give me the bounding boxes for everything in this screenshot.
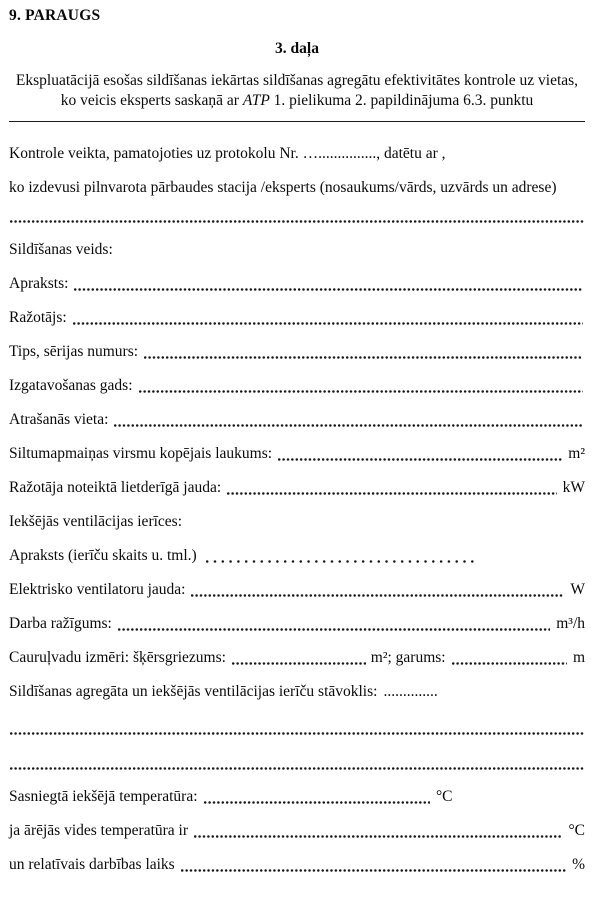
field-label: un relatīvais darbības laiks — [9, 856, 175, 873]
field-relative-time — [9, 855, 585, 875]
unit-celsius: °C — [568, 822, 585, 839]
subtitle-italic-atp: ATP — [242, 92, 270, 109]
field-label: Ražotājs: — [9, 309, 67, 326]
field-label: Elektrisko ventilatoru jauda: — [9, 581, 186, 598]
field-condition — [9, 682, 585, 702]
dotted-leader — [108, 410, 585, 430]
field-outdoor-temp — [9, 821, 585, 841]
field-rated-power — [9, 478, 585, 498]
dotted-leader — [138, 342, 585, 362]
field-label: ja ārējās vides temperatūra ir — [9, 822, 189, 839]
dotted-leader — [68, 274, 585, 294]
dotted-leader — [221, 478, 558, 498]
field-label: Sildīšanas agregāta un iekšējās ventilācijas ierīču stāvoklis: — [9, 683, 378, 700]
fill-in-line — [9, 718, 585, 738]
subtitle-pre: Ekspluatācijā esošas sildīšanas iekārtas sildīšanas agregātu efektivitātes kontrole uz vietas, ko veicis eksperts saskaņā ar — [15, 72, 579, 109]
field-ducts — [9, 648, 585, 668]
field-surface-area — [9, 444, 585, 464]
part-title: 3. daļa — [275, 40, 319, 57]
field-manufacturer — [9, 308, 585, 328]
intro-line-1: Kontrole veikta, pamatojoties uz protokolu Nr. …..............., datētu ar , — [9, 145, 446, 162]
field-label: Apraksts: — [9, 275, 69, 292]
field-label: Iekšējās ventilācijas ierīces: — [9, 513, 183, 530]
field-internal-ventilation — [9, 512, 585, 532]
dotted-leader — [198, 787, 432, 807]
dotted-leader — [133, 376, 585, 396]
field-vent-description — [9, 546, 476, 566]
short-dots: .............. — [383, 683, 438, 700]
field-heating-type — [9, 240, 585, 260]
field-label: Darba ražīgums: — [9, 615, 112, 632]
dotted-leader — [112, 614, 552, 634]
unit-kw: kW — [562, 479, 585, 496]
fill-in-line — [9, 753, 585, 773]
dotted-leader — [185, 580, 566, 600]
field-fan-power — [9, 580, 585, 600]
field-year — [9, 376, 585, 396]
field-label: Atrašanās vieta: — [9, 411, 109, 428]
field-description — [9, 274, 585, 294]
subtitle — [9, 71, 585, 111]
field-label: Cauruļvadu izmēri: šķērsgriezums: — [9, 649, 226, 666]
dotted-leader — [67, 308, 585, 328]
unit-m: m — [572, 649, 585, 666]
field-label: Siltumapmaiņas virsmu kopējais laukums: — [9, 445, 273, 462]
field-location — [9, 410, 585, 430]
field-indoor-temp — [9, 787, 453, 807]
unit-m3h: m³/h — [556, 615, 585, 632]
field-capacity — [9, 614, 585, 634]
unit-percent: % — [572, 856, 585, 873]
field-label: Apraksts (ierīču skaits u. tml.) — [9, 547, 197, 564]
unit-m2: m² — [568, 445, 585, 462]
dotted-leader — [446, 648, 569, 668]
dotted-leader — [175, 855, 568, 875]
header-rule — [9, 121, 585, 122]
subtitle-post: 1. pielikuma 2. papildinājuma 6.3. punktu — [269, 92, 534, 109]
unit-m2-garums: m²; garums: — [370, 649, 446, 666]
sample-heading: 9. PARAUGS — [9, 7, 101, 24]
field-label: Sasniegtā iekšējā temperatūra: — [9, 788, 198, 805]
fill-in-line — [9, 206, 585, 226]
ellipsis-leader — [197, 546, 476, 566]
field-label: Ražotāja noteiktā lietderīgā jauda: — [9, 479, 222, 496]
dotted-leader — [272, 444, 564, 464]
field-label: Tips, sērijas numurs: — [9, 343, 139, 360]
dotted-leader — [226, 648, 368, 668]
field-label: Izgatavošanas gads: — [9, 377, 133, 394]
unit-celsius: °C — [435, 788, 453, 805]
dotted-leader — [188, 821, 564, 841]
unit-w: W — [570, 581, 585, 598]
field-label: Sildīšanas veids: — [9, 241, 113, 258]
field-type-serial — [9, 342, 585, 362]
intro-line-2: ko izdevusi pilnvarota pārbaudes stacija /eksperts (nosaukums/vārds, uzvārds un adrese) — [9, 179, 557, 196]
